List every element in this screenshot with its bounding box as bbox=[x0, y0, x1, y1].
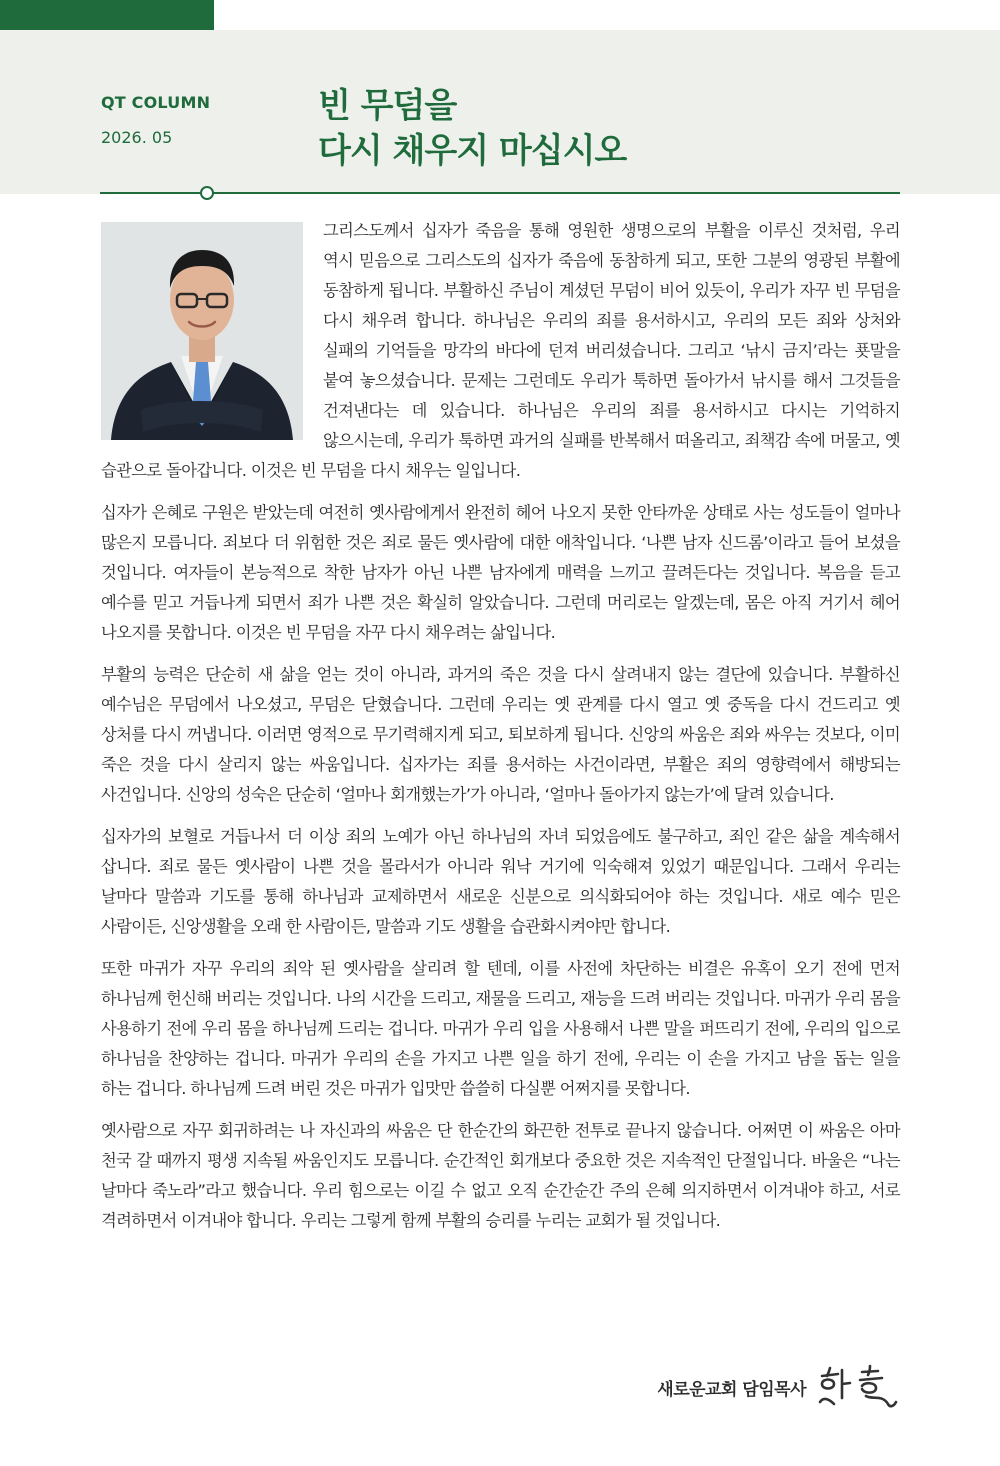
handwritten-signature bbox=[816, 1364, 900, 1410]
top-accent-bar bbox=[0, 0, 214, 30]
title-line-1: 빈 무덤을 bbox=[318, 86, 457, 126]
column-kicker: QT COLUMN bbox=[101, 93, 211, 112]
article-paragraph-5: 또한 마귀가 자꾸 우리의 죄악 된 옛사람을 살리려 할 텐데, 이를 사전에 차단하는 비결은 유혹이 오기 전에 먼저 하나님께 헌신해 버리는 것입니다. 나의 시간을 드리고, 재물을 드리고, 재능을 드려 버리는 것입니다. 마귀가 우리 몸을 사용하기 전에 우리 몸을 하나님께 드리는 겁니다. 마귀가 우리 입을 사용해서 나쁜 말을 퍼뜨리기 전에, 우리의 입으로 하나님을 찬양하는 겁니다. 마귀가 우리의 손을 가지고 나쁜 일을 하기 전에, 우리는 이 손을 가지고 남을 돕는 일을 하는 겁니다. 하나님께 드려 버린 것은 마귀가 입맛만 씁쓸히 다실뿐 어쩌지를 못합니다. bbox=[101, 959, 900, 1098]
divider-node-icon bbox=[200, 186, 214, 200]
author-role: 새로운교회 담임목사 bbox=[657, 1379, 806, 1400]
header-divider bbox=[100, 192, 900, 194]
article-body bbox=[101, 216, 900, 1248]
article-paragraph-2: 십자가 은혜로 구원은 받았는데 여전히 옛사람에게서 완전히 헤어 나오지 못한 안타까운 상태로 사는 성도들이 얼마나 많은지 모릅니다. 죄보다 더 위험한 것은 죄로 물든 옛사람에 대한 애착입니다. ‘나쁜 남자 신드롬’이라고 들어 보셨을 것입니다. 여자들이 본능적으로 착한 남자가 아닌 나쁜 남자에게 매력을 느끼고 끌려든다는 것입니다. 복음을 듣고 예수를 믿고 거듭나게 되면서 죄가 나쁜 것은 확실히 알았습니다. 그런데 머리로는 알겠는데, 몸은 아직 거기서 헤어 나오지를 못합니다. 이것은 빈 무덤을 자꾸 다시 채우려는 삶입니다. bbox=[101, 503, 900, 642]
article-paragraph-3: 부활의 능력은 단순히 새 삶을 얻는 것이 아니라, 과거의 죽은 것을 다시 살려내지 않는 결단에 있습니다. 부활하신 예수님은 무덤에서 나오셨고, 무덤은 닫혔습니다. 그런데 우리는 옛 관계를 다시 열고 옛 중독을 다시 건드리고 옛 상처를 다시 꺼냅니다. 이러면 영적으로 무기력해지게 되고, 퇴보하게 됩니다. 신앙의 싸움은 죄와 싸우는 것보다, 이미 죽은 것을 다시 살리지 않는 싸움입니다. 십자가는 죄를 용서하는 사건이라면, 부활은 죄의 영향력에서 해방되는 사건입니다. 신앙의 성숙은 단순히 ‘얼마나 회개했는가’가 아니라, ‘얼마나 돌아가지 않는가’에 달려 있습니다. bbox=[101, 665, 900, 804]
article-paragraph-4: 십자가의 보혈로 거듭나서 더 이상 죄의 노예가 아닌 하나님의 자녀 되었음에도 불구하고, 죄인 같은 삶을 계속해서 삽니다. 죄로 물든 옛사람이 나쁜 것을 몰라서가 아니라 워낙 거기에 익숙해져 있었기 때문입니다. 그래서 우리는 날마다 말씀과 기도를 통해 하나님과 교제하면서 새로운 신분으로 의식화되어야 하는 것입니다. 새로 예수 믿은 사람이든, 신앙생활을 오래 한 사람이든, 말씀과 기도 생활을 습관화시켜야만 합니다. bbox=[101, 827, 900, 936]
title-line-2: 다시 채우지 마십시오 bbox=[318, 131, 627, 171]
author-portrait bbox=[101, 222, 303, 440]
author-signature-line bbox=[657, 1364, 900, 1410]
issue-date: 2026. 05 bbox=[101, 128, 173, 147]
portrait-illustration bbox=[101, 222, 303, 440]
article-paragraph-6: 옛사람으로 자꾸 회귀하려는 나 자신과의 싸움은 단 한순간의 화끈한 전투로 끝나지 않습니다. 어쩌면 이 싸움은 아마 천국 갈 때까지 평생 지속될 싸움인지도 모릅니다. 순간적인 회개보다 중요한 것은 지속적인 단절입니다. 바울은 “나는 날마다 죽노라”라고 했습니다. 우리 힘으로는 이길 수 없고 오직 순간순간 주의 은혜 의지하면서 이겨내야 하고, 서로 격려하면서 이겨내야 합니다. 우리는 그렇게 함께 부활의 승리를 누리는 교회가 될 것입니다. bbox=[101, 1121, 900, 1230]
page-title bbox=[318, 84, 626, 174]
signature-mark-icon bbox=[816, 1364, 900, 1410]
article-paragraph-1: 그리스도께서 십자가 죽음을 통해 영원한 생명으로의 부활을 이루신 것처럼, 우리 역시 믿음으로 그리스도의 십자가 죽음에 동참하게 되고, 또한 그분의 영광된 부활에 동참하게 됩니다. 부활하신 주님이 계셨던 무덤이 비어 있듯이, 우리가 자꾸 빈 무덤을 다시 채우려 합니다. 하나님은 우리의 죄를 용서하시고, 우리의 모든 죄와 상처와 실패의 기억들을 망각의 바다에 던져 버리셨습니다. 그리고 ‘낚시 금지’라는 푯말을 붙여 놓으셨습니다. 문제는 그런데도 우리가 툭하면 돌아가서 낚시를 해서 그것들을 건져낸다는 데 있습니다. 하나님은 우리의 죄를 용서하시고 다시는 기억하지 않으시는데, 우리가 툭하면 과거의 실패를 반복해서 떠올리고, 죄책감 속에 머물고, 옛 습관으로 돌아갑니다. 이것은 빈 무덤을 다시 채우는 일입니다. bbox=[101, 221, 900, 480]
